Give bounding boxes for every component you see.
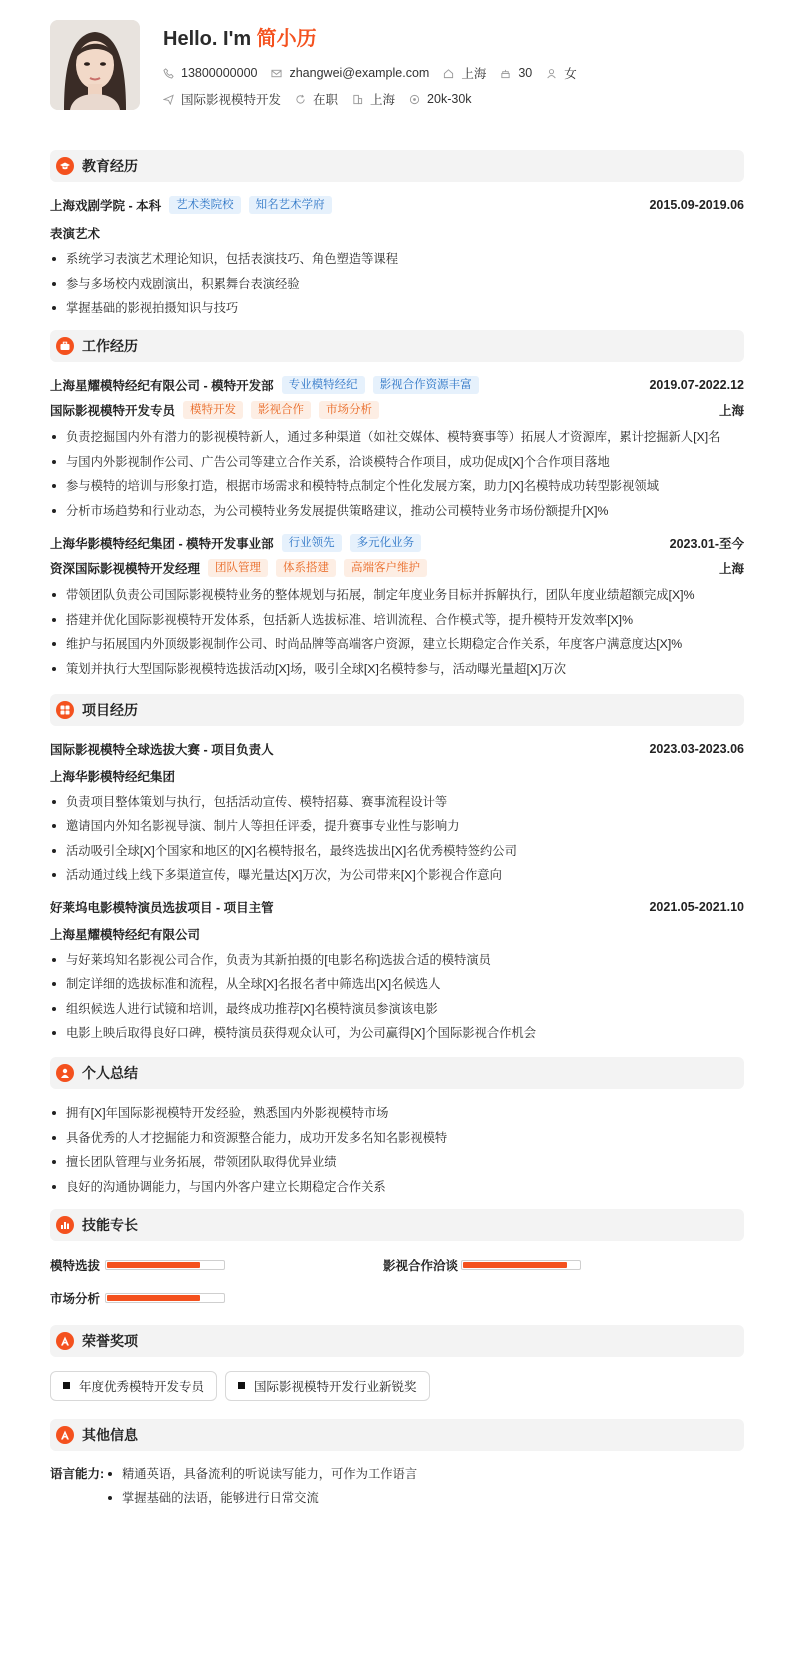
work-location: 上海 — [718, 404, 744, 418]
avatar — [50, 20, 140, 110]
resume-header — [50, 18, 744, 122]
language-bullets — [106, 1467, 417, 1516]
cake-icon — [500, 68, 511, 79]
section-title: 其他信息 — [82, 1426, 138, 1443]
list-item: 分析市场趋势和行业动态，为公司模特业务发展提供策略建议，推动公司模特业务市场份额提升[X]% — [50, 504, 744, 518]
awards-section-header — [50, 1325, 744, 1357]
skill-bar — [105, 1260, 225, 1270]
phone-number: 13800000000 — [181, 66, 258, 80]
company-name: 上海星耀模特经纪有限公司 - 模特开发部 — [50, 379, 274, 393]
list-item: 系统学习表演艺术理论知识，包括表演技巧、角色塑造等课程 — [50, 252, 744, 266]
position-tag: 体系搭建 — [276, 559, 336, 577]
list-item: 带领团队负责公司国际影视模特业务的整体规划与拓展，制定年度业务目标并拆解执行，团队年度业绩超额完成[X]% — [50, 588, 744, 602]
work-bullets — [50, 430, 744, 518]
position-tag: 高端客户维护 — [344, 559, 427, 577]
contact-row — [163, 64, 591, 82]
letter-a-icon — [56, 1426, 74, 1444]
summary-bullets — [50, 1106, 744, 1194]
work-location: 上海 — [718, 562, 744, 576]
project-organization: 上海星耀模特经纪有限公司 — [50, 927, 201, 942]
section-title: 荣誉奖项 — [82, 1332, 138, 1349]
home-icon — [443, 68, 454, 79]
school-name: 上海戏剧学院 - 本科 — [50, 199, 162, 213]
graduation-cap-icon — [56, 157, 74, 175]
list-item: 活动吸引全球[X]个国家和地区的[X]名模特报名，最终选拔出[X]名优秀模特签约公司 — [50, 844, 744, 858]
list-item: 掌握基础的影视拍摄知识与技巧 — [50, 301, 744, 315]
city: 上海 — [461, 67, 487, 81]
skills-section-header — [50, 1209, 744, 1241]
position-tag: 市场分析 — [319, 401, 379, 419]
salary-info — [409, 92, 471, 106]
email-address: zhangwei@example.com — [289, 66, 430, 80]
project-entry — [50, 726, 744, 883]
list-item: 精通英语，具备流利的听说读写能力，可作为工作语言 — [106, 1467, 417, 1481]
square-bullet-icon — [238, 1382, 245, 1389]
list-item: 良好的沟通协调能力，与国内外客户建立长期稳定合作关系 — [50, 1180, 744, 1194]
position-title: 国际影视模特开发专员 — [50, 404, 176, 418]
project-bullets — [50, 953, 744, 1041]
project-entry — [50, 893, 744, 1041]
list-item: 擅长团队管理与业务拓展，带领团队取得优异业绩 — [50, 1155, 744, 1169]
refresh-icon — [295, 94, 306, 105]
work-entry — [50, 528, 744, 676]
education-bullets — [50, 252, 744, 315]
school-tag: 艺术类院校 — [169, 196, 241, 214]
skill-item — [50, 1289, 225, 1307]
other-section-header — [50, 1419, 744, 1451]
job-status: 在职 — [313, 93, 339, 107]
target-job: 国际影视模特开发 — [181, 93, 282, 107]
mail-icon — [271, 68, 282, 79]
phone-info — [163, 66, 257, 80]
skill-bar — [461, 1260, 581, 1270]
square-bullet-icon — [63, 1382, 70, 1389]
award-name: 国际影视模特开发行业新锐奖 — [254, 1379, 417, 1394]
greeting-text: Hello. I'm — [163, 28, 252, 50]
award-item — [50, 1371, 217, 1401]
education-date: 2015.09-2019.06 — [649, 198, 744, 212]
work-date: 2023.01-至今 — [669, 537, 744, 551]
section-title: 个人总结 — [82, 1065, 138, 1081]
work-section-header — [50, 330, 744, 362]
list-item: 掌握基础的法语，能够进行日常交流 — [106, 1491, 417, 1505]
target-job-info — [163, 90, 281, 108]
coin-icon — [409, 94, 420, 105]
company-row — [50, 534, 744, 552]
award-name: 年度优秀模特开发专员 — [79, 1379, 205, 1394]
candidate-name: 简小历 — [256, 28, 317, 50]
project-bullets — [50, 795, 744, 883]
education-section-header — [50, 150, 744, 182]
work-date: 2019.07-2022.12 — [649, 378, 744, 392]
company-tag: 影视合作资源丰富 — [373, 376, 479, 394]
company-tag: 多元化业务 — [350, 534, 422, 552]
position-tag: 影视合作 — [251, 401, 311, 419]
awards-list — [50, 1369, 744, 1403]
user-icon — [56, 1064, 74, 1082]
list-item: 邀请国内外知名影视导演、制片人等担任评委，提升赛事专业性与影响力 — [50, 819, 744, 833]
section-title: 项目经历 — [82, 701, 138, 718]
skill-item — [50, 1256, 225, 1274]
target-city-info — [352, 90, 395, 108]
project-organization: 上海华影模特经纪集团 — [50, 769, 176, 784]
person-icon — [546, 68, 557, 79]
skill-name: 市场分析 — [50, 1291, 101, 1306]
list-item: 搭建并优化国际影视模特开发体系，包括新人选拔标准、培训流程、合作模式等，提升模特开发效率[X]% — [50, 613, 744, 627]
skill-bar — [105, 1293, 225, 1303]
project-date: 2023.03-2023.06 — [649, 741, 744, 756]
award-item — [225, 1371, 430, 1401]
list-item: 活动通过线上线下多渠道宣传，曝光量达[X]万次，为公司带来[X]个影视合作意向 — [50, 868, 744, 882]
list-item: 维护与拓展国内外顶级影视制作公司、时尚品牌等高端客户资源，建立长期稳定合作关系，年度客户满意度达[X]% — [50, 637, 744, 651]
grid-icon — [56, 701, 74, 719]
phone-icon — [163, 68, 174, 79]
project-heading-row — [50, 898, 744, 916]
skills-list — [50, 1241, 744, 1311]
target-city: 上海 — [370, 93, 396, 107]
bar-chart-icon — [56, 1216, 74, 1234]
list-item: 参与多场校内戏剧演出，积累舞台表演经验 — [50, 277, 744, 291]
status-info — [295, 90, 338, 108]
position-tag: 团队管理 — [208, 559, 268, 577]
list-item: 参与模特的培训与形象打造，根据市场需求和模特特点制定个性化发展方案，助力[X]名模特成功转型影视领域 — [50, 479, 744, 493]
language-label: 语言能力: — [50, 1466, 105, 1481]
list-item: 策划并执行大型国际影视模特选拔活动[X]场，吸引全球[X]名模特参与，活动曝光量超[X]万次 — [50, 662, 744, 676]
project-heading-row — [50, 740, 744, 758]
summary-section-header — [50, 1057, 744, 1089]
project-section-header — [50, 694, 744, 726]
project-date: 2021.05-2021.10 — [649, 899, 744, 914]
award-icon — [56, 1332, 74, 1350]
skill-name: 影视合作洽谈 — [383, 1258, 459, 1273]
city-info — [443, 64, 486, 82]
skill-bar-fill — [107, 1295, 200, 1301]
position-row — [50, 559, 744, 577]
list-item: 拥有[X]年国际影视模特开发经验，熟悉国内外影视模特市场 — [50, 1106, 744, 1120]
language-info — [50, 1467, 744, 1516]
list-item: 具备优秀的人才挖掘能力和资源整合能力，成功开发多名知名影视模特 — [50, 1131, 744, 1145]
job-intent-row — [163, 90, 486, 108]
company-tag: 行业领先 — [282, 534, 342, 552]
school-tag: 知名艺术学府 — [249, 196, 332, 214]
list-item: 负责项目整体策划与执行，包括活动宣传、模特招募、赛事流程设计等 — [50, 795, 744, 809]
building-icon — [352, 94, 363, 105]
education-heading-row — [50, 196, 744, 214]
section-title: 工作经历 — [82, 338, 138, 354]
section-title: 技能专长 — [82, 1216, 138, 1233]
project-title: 国际影视模特全球选拔大赛 - 项目负责人 — [50, 742, 274, 757]
list-item: 电影上映后取得良好口碑，模特演员获得观众认可，为公司赢得[X]个国际影视合作机会 — [50, 1026, 744, 1040]
send-icon — [163, 94, 174, 105]
skill-name: 模特选拔 — [50, 1258, 101, 1273]
section-title: 教育经历 — [82, 158, 138, 174]
age: 30 — [518, 66, 533, 80]
list-item: 制定详细的选拔标准和流程，从全球[X]名报名者中筛选出[X]名候选人 — [50, 977, 744, 991]
briefcase-icon — [56, 337, 74, 355]
expected-salary: 20k-30k — [427, 92, 472, 106]
company-name: 上海华影模特经纪集团 - 模特开发事业部 — [50, 537, 274, 551]
work-bullets — [50, 588, 744, 676]
work-entry — [50, 362, 744, 518]
email-info — [271, 66, 429, 80]
list-item: 组织候选人进行试镜和培训，最终成功推荐[X]名模特演员参演该电影 — [50, 1002, 744, 1016]
skill-item — [383, 1256, 581, 1274]
position-title: 资深国际影视模特开发经理 — [50, 562, 201, 576]
greeting — [163, 22, 317, 51]
list-item: 与国内外影视制作公司、广告公司等建立合作关系，洽谈模特合作项目，成功促成[X]个合作项目落地 — [50, 455, 744, 469]
age-info — [500, 66, 532, 80]
major: 表演艺术 — [50, 227, 101, 241]
position-row — [50, 401, 744, 419]
gender-info — [546, 64, 577, 82]
gender: 女 — [564, 67, 577, 81]
list-item: 负责挖掘国内外有潜力的影视模特新人，通过多种渠道（如社交媒体、模特赛事等）拓展人才资源库，累计挖掘新人[X]名 — [50, 430, 744, 444]
list-item: 与好莱坞知名影视公司合作，负责为其新拍摄的[电影名称]选拔合适的模特演员 — [50, 953, 744, 967]
skill-bar-fill — [463, 1262, 567, 1268]
position-tag: 模特开发 — [183, 401, 243, 419]
skill-bar-fill — [107, 1262, 200, 1268]
company-tag: 专业模特经纪 — [282, 376, 365, 394]
company-row — [50, 376, 744, 394]
project-title: 好莱坞电影模特演员选拔项目 - 项目主管 — [50, 900, 274, 915]
education-entry — [50, 182, 744, 315]
